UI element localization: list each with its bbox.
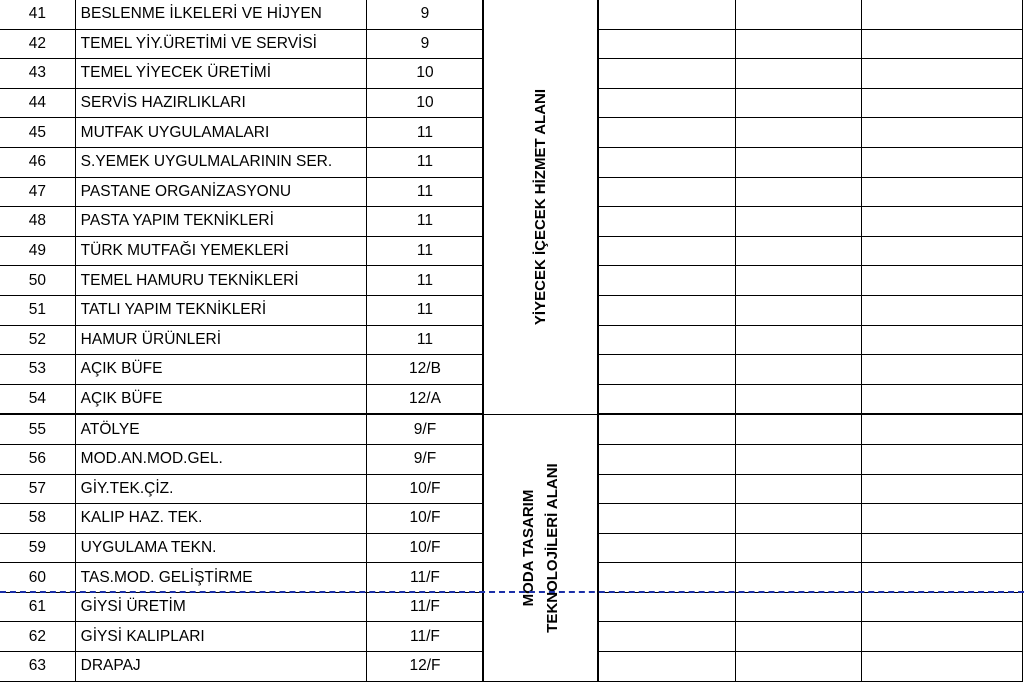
empty-cell	[861, 207, 1022, 237]
row-number: 58	[0, 504, 75, 534]
class-cell: 11	[367, 295, 484, 325]
row-number: 59	[0, 533, 75, 563]
class-cell: 11/F	[367, 563, 484, 593]
empty-cell	[735, 355, 861, 385]
class-cell: 10	[367, 59, 484, 89]
empty-cell	[861, 533, 1022, 563]
course-name: ATÖLYE	[75, 414, 367, 444]
empty-cell	[598, 147, 735, 177]
area-label-cell	[483, 0, 597, 414]
empty-cell	[861, 118, 1022, 148]
empty-cell	[735, 325, 861, 355]
empty-cell	[598, 59, 735, 89]
empty-cell	[598, 444, 735, 474]
area-label-line: MODA TASARIM	[519, 489, 537, 607]
class-cell: 9	[367, 0, 484, 29]
empty-cell	[861, 384, 1022, 414]
empty-cell	[735, 504, 861, 534]
class-cell: 10/F	[367, 474, 484, 504]
area-label	[517, 463, 565, 632]
class-cell: 11	[367, 325, 484, 355]
empty-cell	[861, 147, 1022, 177]
empty-cell	[861, 266, 1022, 296]
empty-cell	[598, 236, 735, 266]
empty-cell	[735, 533, 861, 563]
row-number: 63	[0, 652, 75, 682]
empty-cell	[735, 29, 861, 59]
empty-cell	[735, 474, 861, 504]
class-cell: 11	[367, 147, 484, 177]
row-number: 42	[0, 29, 75, 59]
empty-cell	[735, 652, 861, 682]
empty-cell	[598, 533, 735, 563]
class-cell: 9	[367, 29, 484, 59]
course-name: AÇIK BÜFE	[75, 355, 367, 385]
class-cell: 10/F	[367, 533, 484, 563]
empty-cell	[861, 29, 1022, 59]
empty-cell	[598, 414, 735, 444]
empty-cell	[598, 266, 735, 296]
empty-cell	[861, 0, 1022, 29]
class-cell: 12/F	[367, 652, 484, 682]
empty-cell	[598, 563, 735, 593]
area-label: YİYECEK İÇECEK HİZMET ALANI	[531, 88, 549, 325]
row-number: 51	[0, 295, 75, 325]
class-cell: 11	[367, 118, 484, 148]
empty-cell	[861, 622, 1022, 652]
empty-cell	[861, 592, 1022, 622]
row-number: 50	[0, 266, 75, 296]
row-number: 49	[0, 236, 75, 266]
empty-cell	[598, 652, 735, 682]
empty-cell	[598, 592, 735, 622]
empty-cell	[598, 355, 735, 385]
empty-cell	[735, 59, 861, 89]
course-name: S.YEMEK UYGULMALARININ SER.	[75, 147, 367, 177]
class-cell: 9/F	[367, 414, 484, 444]
empty-cell	[861, 325, 1022, 355]
course-name: HAMUR ÜRÜNLERİ	[75, 325, 367, 355]
course-name: KALIP HAZ. TEK.	[75, 504, 367, 534]
empty-cell	[598, 295, 735, 325]
empty-cell	[861, 177, 1022, 207]
row-number: 60	[0, 563, 75, 593]
course-name: TEMEL HAMURU TEKNİKLERİ	[75, 266, 367, 296]
class-cell: 12/A	[367, 384, 484, 414]
empty-cell	[598, 29, 735, 59]
class-cell: 11	[367, 177, 484, 207]
row-number: 52	[0, 325, 75, 355]
class-cell: 11/F	[367, 622, 484, 652]
course-name: MUTFAK UYGULAMALARI	[75, 118, 367, 148]
empty-cell	[861, 59, 1022, 89]
course-name: GİYSİ ÜRETİM	[75, 592, 367, 622]
empty-cell	[735, 236, 861, 266]
empty-cell	[735, 295, 861, 325]
class-cell: 10/F	[367, 504, 484, 534]
course-name: UYGULAMA TEKN.	[75, 533, 367, 563]
empty-cell	[861, 88, 1022, 118]
course-name: GİY.TEK.ÇİZ.	[75, 474, 367, 504]
course-name: PASTA YAPIM TEKNİKLERİ	[75, 207, 367, 237]
course-name: GİYSİ KALIPLARI	[75, 622, 367, 652]
table-row	[0, 0, 1023, 29]
course-name: BESLENME İLKELERİ VE HİJYEN	[75, 0, 367, 29]
course-name: TAS.MOD. GELİŞTİRME	[75, 563, 367, 593]
empty-cell	[598, 118, 735, 148]
row-number: 57	[0, 474, 75, 504]
class-cell: 11	[367, 236, 484, 266]
empty-cell	[598, 384, 735, 414]
row-number: 61	[0, 592, 75, 622]
area-label-cell	[483, 414, 597, 681]
course-name: AÇIK BÜFE	[75, 384, 367, 414]
empty-cell	[861, 652, 1022, 682]
empty-cell	[861, 563, 1022, 593]
area-label-line: TEKNOLOJİLERİ ALANI	[543, 463, 561, 633]
row-number: 54	[0, 384, 75, 414]
empty-cell	[861, 444, 1022, 474]
empty-cell	[735, 444, 861, 474]
course-name: TATLI YAPIM TEKNİKLERİ	[75, 295, 367, 325]
empty-cell	[735, 88, 861, 118]
empty-cell	[735, 177, 861, 207]
row-number: 62	[0, 622, 75, 652]
empty-cell	[861, 236, 1022, 266]
empty-cell	[598, 622, 735, 652]
course-name: MOD.AN.MOD.GEL.	[75, 444, 367, 474]
empty-cell	[598, 325, 735, 355]
empty-cell	[735, 622, 861, 652]
empty-cell	[598, 177, 735, 207]
course-name: DRAPAJ	[75, 652, 367, 682]
row-number: 41	[0, 0, 75, 29]
class-cell: 12/B	[367, 355, 484, 385]
row-number: 47	[0, 177, 75, 207]
empty-cell	[861, 355, 1022, 385]
class-cell: 11	[367, 207, 484, 237]
empty-cell	[735, 207, 861, 237]
row-number: 53	[0, 355, 75, 385]
row-number: 56	[0, 444, 75, 474]
class-cell: 10	[367, 88, 484, 118]
course-name: SERVİS HAZIRLIKLARI	[75, 88, 367, 118]
empty-cell	[735, 118, 861, 148]
empty-cell	[735, 414, 861, 444]
empty-cell	[598, 88, 735, 118]
empty-cell	[598, 504, 735, 534]
empty-cell	[735, 563, 861, 593]
course-name: PASTANE ORGANİZASYONU	[75, 177, 367, 207]
page-break-line	[0, 591, 1024, 593]
row-number: 44	[0, 88, 75, 118]
empty-cell	[735, 384, 861, 414]
row-number: 46	[0, 147, 75, 177]
empty-cell	[861, 504, 1022, 534]
empty-cell	[598, 0, 735, 29]
empty-cell	[598, 474, 735, 504]
empty-cell	[861, 474, 1022, 504]
row-number: 55	[0, 414, 75, 444]
empty-cell	[735, 147, 861, 177]
class-cell: 9/F	[367, 444, 484, 474]
empty-cell	[861, 295, 1022, 325]
row-number: 43	[0, 59, 75, 89]
empty-cell	[735, 592, 861, 622]
class-cell: 11	[367, 266, 484, 296]
empty-cell	[861, 414, 1022, 444]
course-name: TÜRK MUTFAĞI YEMEKLERİ	[75, 236, 367, 266]
empty-cell	[598, 207, 735, 237]
table-row	[0, 414, 1023, 444]
course-name: TEMEL YİYECEK ÜRETİMİ	[75, 59, 367, 89]
class-cell: 11/F	[367, 592, 484, 622]
row-number: 48	[0, 207, 75, 237]
course-name: TEMEL YİY.ÜRETİMİ VE SERVİSİ	[75, 29, 367, 59]
row-number: 45	[0, 118, 75, 148]
empty-cell	[735, 266, 861, 296]
empty-cell	[735, 0, 861, 29]
